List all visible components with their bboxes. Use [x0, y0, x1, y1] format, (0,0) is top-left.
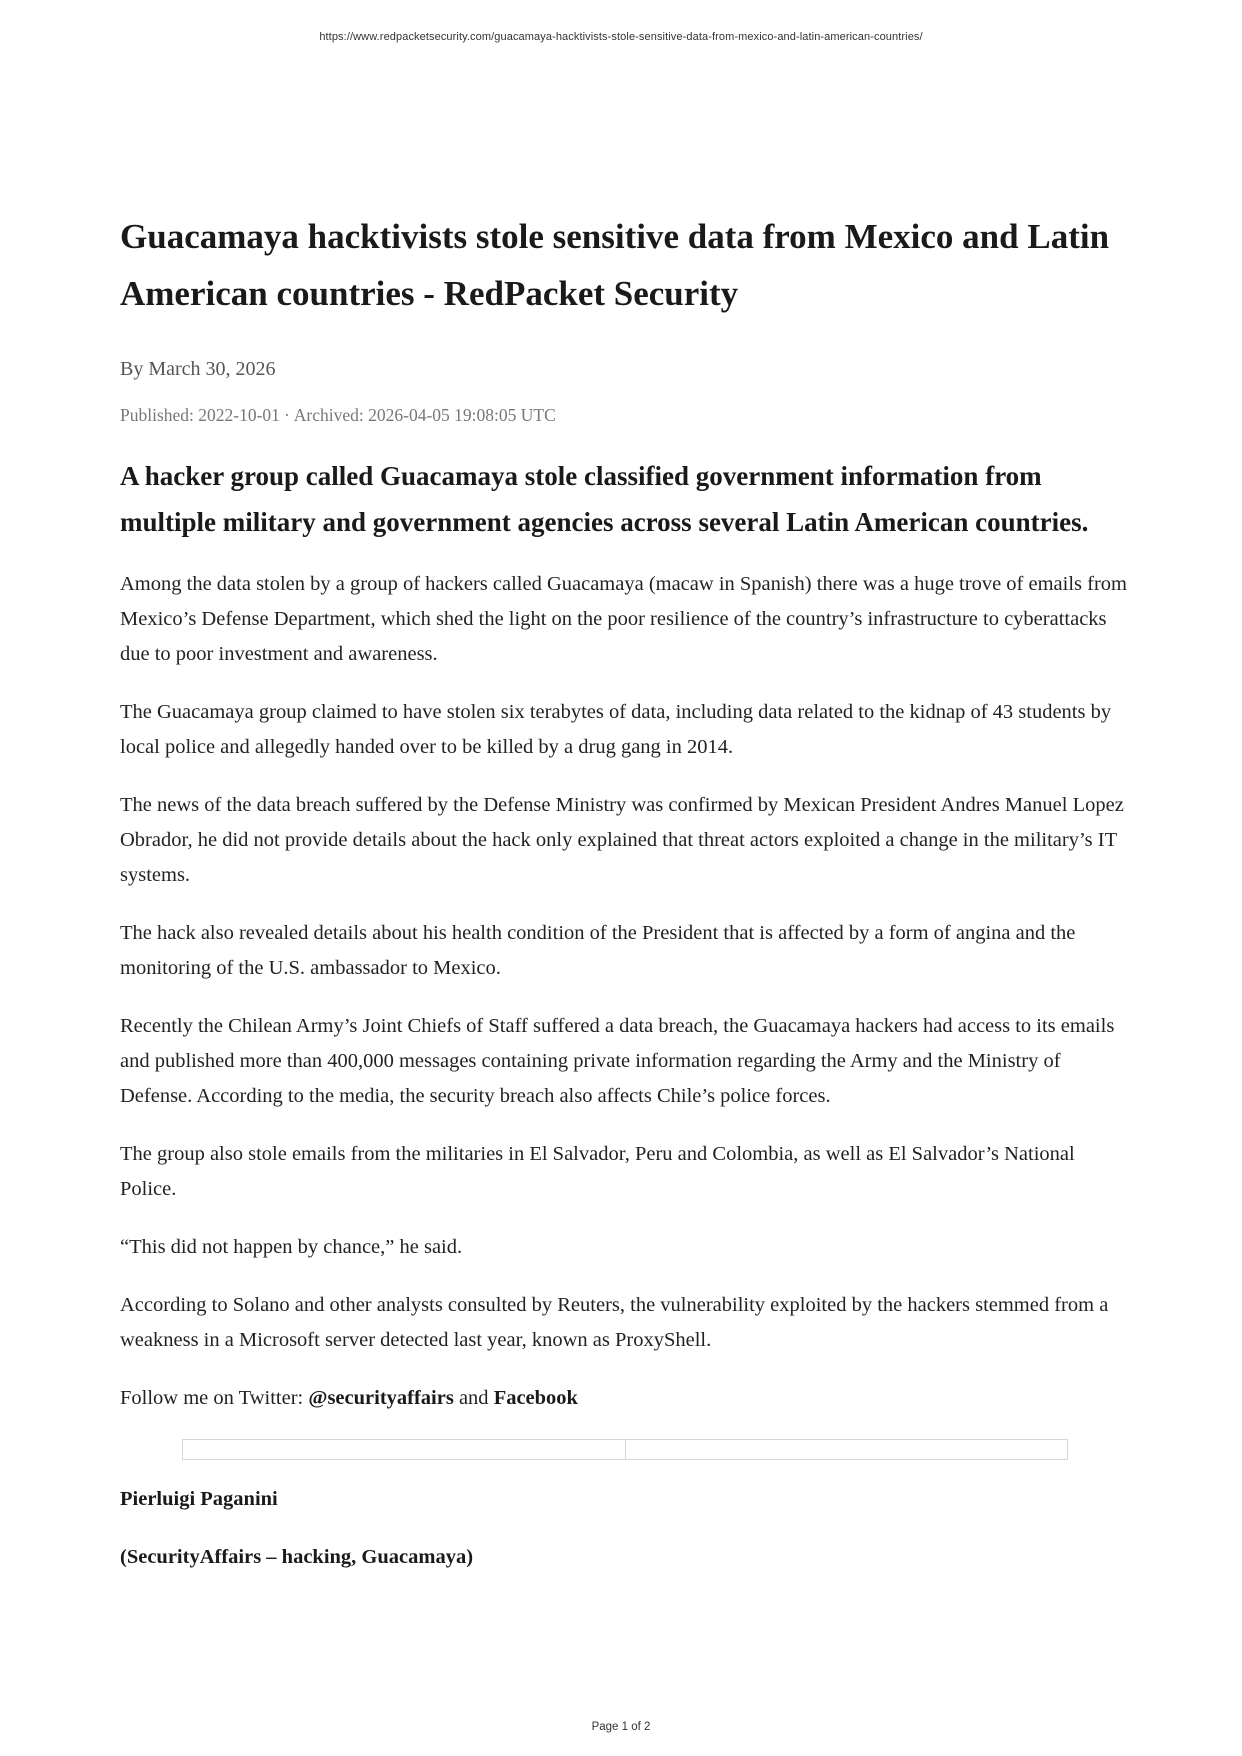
article-title: Guacamaya hacktivists stole sensitive data from Mexico and Latin American countries - RedPacket Security	[120, 217, 1110, 313]
archived-date: Archived: 2026-04-05 19:08:05 UTC	[293, 405, 556, 425]
article-lede: A hacker group called Guacamaya stole classified government information from multiple military and government agencies across several Latin American countries.	[120, 461, 1089, 537]
embedded-table-cell	[625, 1440, 1068, 1459]
article-body	[120, 567, 1130, 1416]
body-paragraph: Among the data stolen by a group of hackers called Guacamaya (macaw in Spanish) there was a huge trove of emails from Mexico’s Defense Department, which shed the light on the poor resilience of the country’s infrastructure to cyberattacks due to poor investment and awareness.	[120, 573, 1127, 665]
facebook-link[interactable]: Facebook	[493, 1387, 578, 1409]
signature	[120, 1482, 1130, 1575]
byline: By March 30, 2026	[120, 358, 276, 380]
body-paragraph: The news of the data breach suffered by the Defense Ministry was confirmed by Mexican President Andres Manuel Lopez Obrador, he did not provide details about the hack only explained that threat actors exploited a change in the military’s IT systems.	[120, 794, 1124, 886]
embedded-table-cell	[183, 1440, 625, 1459]
twitter-link[interactable]: @securityaffairs	[308, 1387, 454, 1409]
body-paragraph: The hack also revealed details about his health condition of the President that is affected by a form of angina and the monitoring of the U.S. ambassador to Mexico.	[120, 922, 1076, 979]
quote-paragraph: “This did not happen by chance,” he said.	[120, 1236, 463, 1258]
follow-line	[120, 1381, 1130, 1416]
archive-meta	[120, 403, 1130, 427]
page-number: Page 1 of 2	[591, 1721, 651, 1733]
follow-prefix: Follow me on Twitter:	[120, 1387, 309, 1409]
published-date: Published: 2022-10-01	[120, 405, 280, 425]
author-name: Pierluigi Paganini	[120, 1488, 278, 1510]
follow-conjunction: and	[453, 1387, 494, 1409]
embedded-table	[182, 1439, 1068, 1460]
tags-line: (SecurityAffairs – hacking, Guacamaya)	[120, 1546, 474, 1568]
body-paragraph: According to Solano and other analysts consulted by Reuters, the vulnerability exploited by the hackers stemmed from a weakness in a Microsoft server detected last year, known as ProxyShell.	[120, 1294, 1109, 1351]
body-paragraph: Recently the Chilean Army’s Joint Chiefs of Staff suffered a data breach, the Guacamaya hackers had access to its emails and published more than 400,000 messages containing private information regarding the Army and the Ministry of Defense. According to the media, the security breach also affects Chile’s police forces.	[120, 1015, 1115, 1107]
meta-separator: ·	[283, 405, 290, 425]
body-paragraph: The Guacamaya group claimed to have stolen six terabytes of data, including data related to the kidnap of 43 students by local police and allegedly handed over to be killed by a drug gang in 2014.	[120, 701, 1112, 758]
page-url: https://www.redpacketsecurity.com/guacamaya-hacktivists-stole-sensitive-data-from-mexico-and-latin-american-countries/	[319, 31, 923, 43]
body-paragraph: The group also stole emails from the militaries in El Salvador, Peru and Colombia, as well as El Salvador’s National Police.	[120, 1143, 1075, 1200]
article	[120, 208, 1130, 1598]
